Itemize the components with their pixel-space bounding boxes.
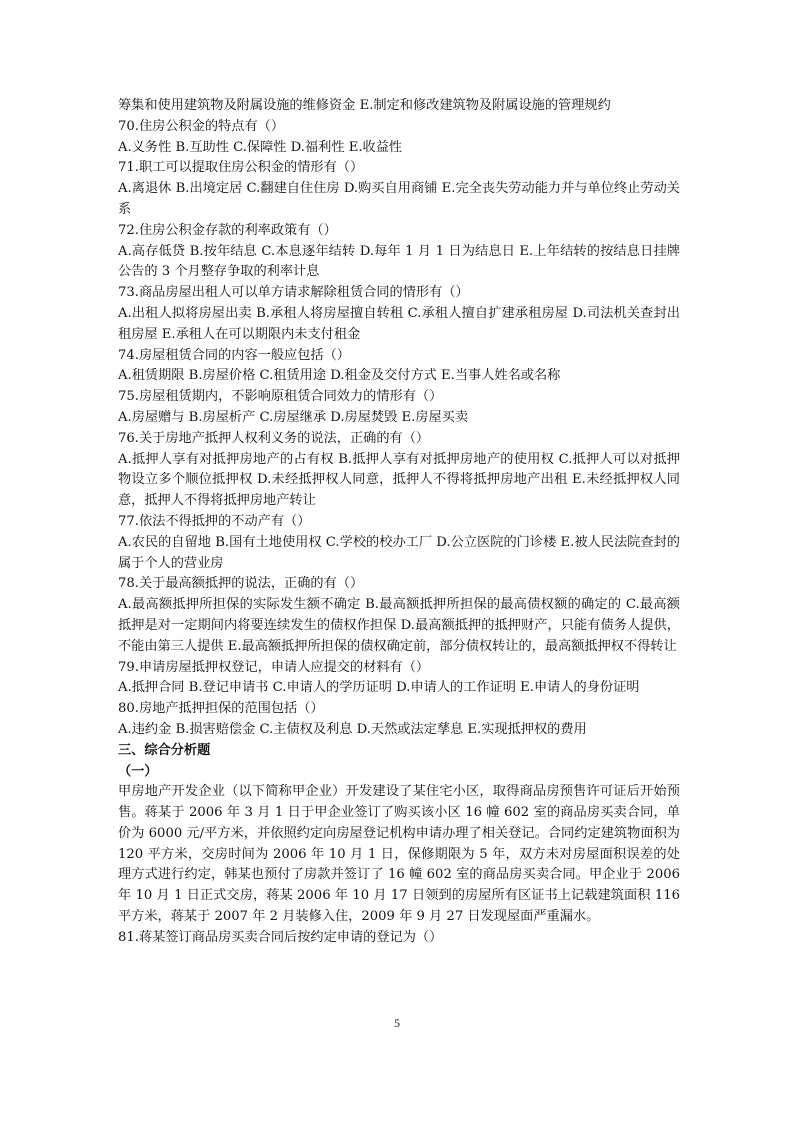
options-74: A.租赁期限 B.房屋价格 C.租赁用途 D.租金及交付方式 E.当事人姓名或名称 (118, 368, 561, 384)
question-81: 81.蒋某签订商品房买卖合同后按约定申请的登记为（） (118, 929, 443, 945)
options-72: A.高存低贷 B.按年结息 C.本息逐年结转 D.每年 1 月 1 日为结息日 E.上年结转的按结息日挂牌公告的 3 个月整存争取的利率计息 (118, 243, 680, 280)
question-70: 70.住房公积金的特点有（） (118, 118, 285, 134)
page-number: 5 (394, 1016, 400, 1030)
options-80: A.违约金 B.损害赔偿金 C.主债权及利息 D.天然或法定孳息 E.实现抵押权的费用 (118, 721, 587, 737)
question-71: 71.职工可以提取住房公积金的情形有（） (118, 160, 364, 176)
question-79: 79.申请房屋抵押权登记，申请人应提交的材料有（） (118, 659, 430, 675)
options-78: A.最高额抵押所担保的实际发生额不确定 B.最高额抵押所担保的最高债权额的确定的 C.最高额抵押是对一定期间内将要连续发生的债权作担保 D.最高额抵押的抵押财产，只能有债务人提供，不能由第三人提供 E.最高额抵押所担保的债权确定前，部分债权转让的，最高额抵押权不得转让 (118, 597, 680, 654)
case-text: 甲房地产开发企业（以下简称甲企业）开发建设了某住宅小区，取得商品房预售许可证后开始预售。蒋某于 2006 年 3 月 1 日于甲企业签订了购买该小区 16 幢 602 室的商品房买卖合同，单价为 6000 元/平方米，并依照约定向房屋登记机构申请办理了相关登记。合同约定建筑物面积为 120 平方米，交房时间为 2006 年 10 月 1 日，保修期限为 5 年，双方未对房屋面积误差的处理方式进行约定，韩某也预付了房款并签订了 16 幢 602 室的商品房买卖合同。甲企业于 2006 年 10 月 1 日正式交房，蒋某 2006 年 10 月 17 日领到的房屋所有区证书上记载建筑面积 116 平方米，蒋某于 2007 年 2 月装修入住，2009 年 9 月 27 日发现屋面严重漏水。 (118, 784, 680, 925)
question-78: 78.关于最高额抵押的说法，正确的有（） (118, 576, 364, 592)
options-77: A.农民的自留地 B.国有土地使用权 C.学校的校办工厂 D.公立医院的门诊楼 E.被人民法院查封的属于个人的营业房 (118, 534, 680, 571)
question-77: 77.依法不得抵押的不动产有（） (118, 513, 311, 529)
question-72: 72.住房公积金存款的利率政策有（） (118, 222, 337, 238)
question-73: 73.商品房屋出租人可以单方请求解除租赁合同的情形有（） (118, 285, 469, 301)
case-label: （一） (118, 763, 158, 779)
options-71: A.离退休 B.出境定居 C.翻建自住住房 D.购买自用商铺 E.完全丧失劳动能力并与单位终止劳动关系 (118, 181, 680, 217)
section-title: 三、综合分析题 (118, 742, 211, 758)
document-body (118, 96, 680, 949)
options-70: A.义务性 B.互助性 C.保障性 D.福利性 E.收益性 (118, 139, 403, 155)
question-75: 75.房屋租赁期内，不影响原租赁合同效力的情形有（） (118, 389, 443, 405)
options-79: A.抵押合同 B.登记申请书 C.申请人的学历证明 D.申请人的工作证明 E.申请人的身份证明 (118, 680, 640, 696)
text-line: 筹集和使用建筑物及附属设施的维修资金 E.制定和修改建筑物及附属设施的管理规约 (118, 98, 611, 113)
question-74: 74.房屋租赁合同的内容一般应包括（） (118, 347, 350, 363)
options-76: A.抵押人享有对抵押房地产的占有权 B.抵押人享有对抵押房地产的使用权 C.抵押人可以对抵押物设立多个顺位抵押权 D.未经抵押权人同意，抵押人不得将抵押房地产出租 E.未经抵押权人同意，抵押人不得将抵押房地产转让 (118, 451, 680, 509)
options-73: A.出租人拟将房屋出卖 B.承租人将房屋擅自转租 C.承租人擅自扩建承租房屋 D.司法机关查封出租房屋 E.承租人在可以期限内未支付租金 (118, 305, 680, 342)
options-75: A.房屋赠与 B.房屋析产 C.房屋继承 D.房屋焚毁 E.房屋买卖 (118, 409, 469, 425)
question-76: 76.关于房地产抵押人权利义务的说法，正确的有（） (118, 430, 430, 446)
question-80: 80.房地产抵押担保的范围包括（） (118, 701, 324, 717)
